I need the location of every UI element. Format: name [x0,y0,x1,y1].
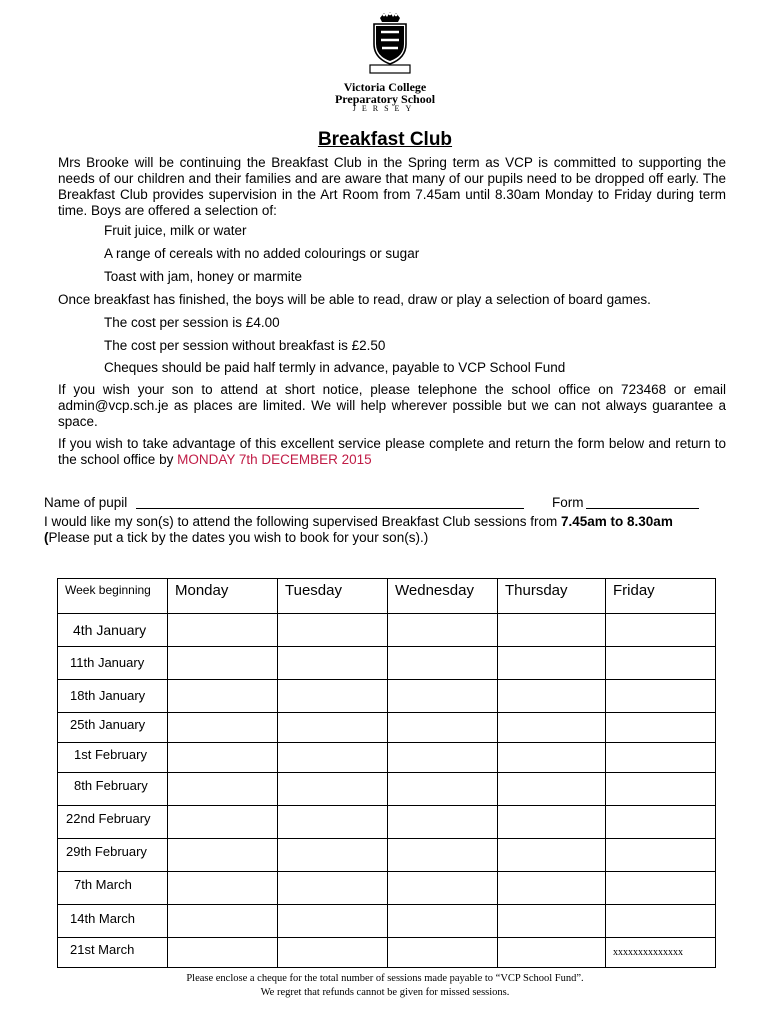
week-date: 1st February [58,743,168,773]
monday-tick-cell[interactable] [168,905,278,938]
table-row [58,839,716,872]
tuesday-tick-cell[interactable] [278,647,388,680]
page-title: Breakfast Club [317,129,453,150]
food-item: Toast with jam, honey or marmite [104,269,303,284]
monday-tick-cell[interactable] [168,647,278,680]
table-row [58,743,716,773]
pupil-name-field[interactable] [136,496,524,509]
sessions-times: 7.45am to 8.30am [561,514,673,529]
tick-open-bracket: ( [44,530,49,545]
wednesday-tick-cell[interactable] [388,614,498,647]
thursday-tick-cell[interactable] [498,773,606,806]
tuesday-tick-cell[interactable] [278,773,388,806]
friday-tick-cell[interactable] [606,839,716,872]
sessions-line [44,514,673,529]
tuesday-tick-cell[interactable] [278,839,388,872]
week-date: 11th January [58,647,168,680]
thursday-tick-cell[interactable] [498,680,606,713]
week-date: 29th February [58,839,168,872]
table-row [58,713,716,743]
booking-table [57,578,716,968]
week-date: 18th January [58,680,168,713]
monday-tick-cell[interactable] [168,713,278,743]
thursday-tick-cell[interactable] [498,713,606,743]
sessions-text: I would like my son(s) to attend the following supervised Breakfast Club sessions from [44,514,558,529]
school-name-line3: JERSEY [352,104,418,113]
monday-tick-cell[interactable] [168,839,278,872]
table-row [58,647,716,680]
week-date: 7th March [58,872,168,905]
wednesday-tick-cell[interactable] [388,773,498,806]
friday-tick-cell[interactable] [606,872,716,905]
week-date: 25th January [58,713,168,743]
header-friday: Friday [606,579,716,614]
table-header-row [58,579,716,614]
after-breakfast-text: Once breakfast has finished, the boys will be able to read, draw or play a selection of board games. [58,292,651,307]
monday-tick-cell[interactable] [168,806,278,839]
school-name-line2: Preparatory School [334,92,436,106]
table-row [58,872,716,905]
wednesday-tick-cell[interactable] [388,743,498,773]
form-label: Form [552,495,584,510]
footer-line1: Please enclose a cheque for the total number of sessions made payable to “VCP School Fund”. [186,973,584,984]
tuesday-tick-cell[interactable] [278,680,388,713]
friday-tick-cell[interactable] [606,713,716,743]
week-date: 14th March [58,905,168,938]
tick-instruction [44,530,428,545]
thursday-tick-cell[interactable] [498,905,606,938]
wednesday-tick-cell[interactable] [388,905,498,938]
tuesday-tick-cell[interactable] [278,938,388,968]
pupil-name-label: Name of pupil [44,495,128,510]
friday-unavailable-mark: xxxxxxxxxxxxxx [606,938,716,968]
cost-item: Cheques should be paid half termly in advance, payable to VCP School Fund [104,360,566,375]
monday-tick-cell[interactable] [168,743,278,773]
week-date: 8th February [58,773,168,806]
thursday-tick-cell[interactable] [498,938,606,968]
friday-tick-cell[interactable] [606,743,716,773]
monday-tick-cell[interactable] [168,872,278,905]
thursday-tick-cell[interactable] [498,743,606,773]
friday-tick-cell[interactable] [606,680,716,713]
tuesday-tick-cell[interactable] [278,905,388,938]
table-row [58,938,716,968]
tuesday-tick-cell[interactable] [278,614,388,647]
header-thursday: Thursday [498,579,606,614]
header-tuesday: Tuesday [278,579,388,614]
form-field[interactable] [586,496,699,509]
table-row [58,680,716,713]
monday-tick-cell[interactable] [168,938,278,968]
tick-instruction-text: Please put a tick by the dates you wish to book for your son(s).) [48,530,429,545]
return-form-text: If you wish to take advantage of this excellent service please complete and return the form below and return to the school office by [58,436,726,467]
header-monday: Monday [168,579,278,614]
monday-tick-cell[interactable] [168,614,278,647]
food-item: A range of cereals with no added colourings or sugar [104,246,420,261]
friday-tick-cell[interactable] [606,806,716,839]
wednesday-tick-cell[interactable] [388,680,498,713]
school-name-line1: Victoria College [343,80,427,94]
wednesday-tick-cell[interactable] [388,713,498,743]
deadline-text: MONDAY 7th DECEMBER 2015 [177,452,372,467]
thursday-tick-cell[interactable] [498,839,606,872]
table-row [58,806,716,839]
cost-item: The cost per session without breakfast is £2.50 [104,338,386,353]
food-item: Fruit juice, milk or water [104,223,247,238]
wednesday-tick-cell[interactable] [388,938,498,968]
tuesday-tick-cell[interactable] [278,713,388,743]
thursday-tick-cell[interactable] [498,614,606,647]
thursday-tick-cell[interactable] [498,647,606,680]
header-wednesday: Wednesday [388,579,498,614]
wednesday-tick-cell[interactable] [388,839,498,872]
tuesday-tick-cell[interactable] [278,806,388,839]
week-date: 4th January [58,614,168,647]
table-row [58,905,716,938]
friday-tick-cell[interactable] [606,905,716,938]
footer-line2: We regret that refunds cannot be given for missed sessions. [260,987,510,998]
friday-tick-cell[interactable] [606,614,716,647]
intro-paragraph: Mrs Brooke will be continuing the Breakfast Club in the Spring term as VCP is committed to supporting the needs of our children and their families and are aware that many of our pupils need to be dropped off early. The Breakfast Club provides supervision in the Art Room from 7.45am until 8.30am Monday to Friday during term time. Boys are offered a selection of: [58,155,726,218]
return-form-paragraph [58,436,726,468]
wednesday-tick-cell[interactable] [388,647,498,680]
school-crest-logo [366,12,414,74]
friday-tick-cell[interactable] [606,773,716,806]
week-date: 22nd February [58,806,168,839]
table-row [58,773,716,806]
wednesday-tick-cell[interactable] [388,806,498,839]
monday-tick-cell[interactable] [168,680,278,713]
week-date: 21st March [58,938,168,968]
tuesday-tick-cell[interactable] [278,872,388,905]
tuesday-tick-cell[interactable] [278,743,388,773]
thursday-tick-cell[interactable] [498,806,606,839]
wednesday-tick-cell[interactable] [388,872,498,905]
thursday-tick-cell[interactable] [498,872,606,905]
short-notice-paragraph: If you wish your son to attend at short notice, please telephone the school office on 723468 or email admin@vcp.sch.je as places are limited. We will help wherever possible but we can not always guarantee a space. [58,382,726,429]
monday-tick-cell[interactable] [168,773,278,806]
header-week-beginning: Week beginning [58,579,168,614]
friday-tick-cell[interactable] [606,647,716,680]
cost-item: The cost per session is £4.00 [104,315,280,330]
table-row [58,614,716,647]
